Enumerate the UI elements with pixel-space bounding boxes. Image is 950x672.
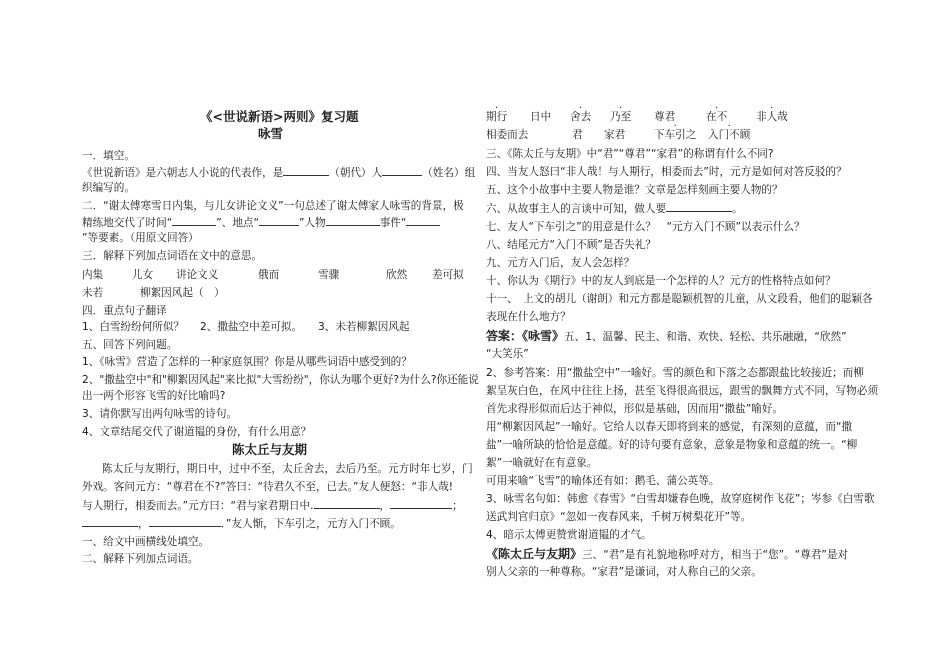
answer-chentaiqiu-1: 《陈太丘与友期》三、“君”是有礼貌地称呼对方，相当于“您”。“尊君”是对 <box>486 547 849 561</box>
word-zunjun: 尊君 <box>654 111 676 123</box>
answer-chentaiqiu-2: 别人父亲的一种尊称。“家君”是谦词，对人称自己的父亲。 <box>486 566 762 578</box>
question-2-line-2: 精练地交代了时间“ ”、地点“ ”人物 事件“ <box>82 215 440 230</box>
word-chakeni: 差可拟 <box>432 269 464 281</box>
blank <box>666 201 732 212</box>
answer-yongxue-1b: “大笑乐” <box>486 348 529 360</box>
blank <box>149 516 221 527</box>
word-ernv: 儿女 <box>132 269 154 281</box>
question-5-4: 4、文章结尾交代了谢道韫的身份，有什么用意？ <box>82 426 312 438</box>
answer-2-line-1: 2、参考答案：用“撒盐空中”一喻好。雪的颜色和下落之态都跟盐比较接近；而柳 <box>486 367 864 379</box>
word-zaibu: 在不 <box>706 111 728 123</box>
blank <box>326 215 380 226</box>
answer-2-line-2: 絮呈灰白色，在风中往往上扬，甚至飞得很高很远，跟雪的飘舞方式不同，写物必须 <box>486 385 878 397</box>
answer-4: 4、暗示太傅更赞赏谢道韫的才气。 <box>486 529 652 541</box>
question-5-1: 1、《咏雪》营造了怎样的一种家庭氛围？你是从哪些词语中感受到的？ <box>82 356 412 368</box>
word-naizhi: 乃至 <box>610 111 632 123</box>
word-liuxu: 柳絮因风起（ ） <box>140 287 225 299</box>
answer-yongxue-1: 答案：《咏雪》五、1、温馨、民主、和谐、欢快、轻松、共乐融融，“欣然” <box>486 329 847 343</box>
word-xuezhou: 雪骤 <box>318 269 340 281</box>
answer-2-line-5: 盐”一喻所缺的恰恰是意蕴。好的诗句要有意象，意象是物象和意蕴的统一。“柳 <box>486 439 858 451</box>
word-rizhong: 日中 <box>530 111 552 123</box>
blank <box>390 498 452 509</box>
right-question-7: 七、友人“下车引之”的用意是什么？ “元方入门不顾”以表示什么？ <box>486 221 805 233</box>
word-xiangweierqu: 相委而去 <box>486 129 529 141</box>
blank <box>82 516 138 527</box>
question-3-heading: 三．解释下列加点词语在文中的意思。 <box>82 250 263 262</box>
question-5-2b: 出一两个形容飞雪的好比喻吗? <box>82 390 226 402</box>
word-jianglunwenyi: 讲论文义 <box>176 269 219 281</box>
answer-label: 答案：《咏雪》 <box>486 329 565 343</box>
document-title: 《<世说新语>两则》复习题 <box>200 109 359 124</box>
section-title-chentaiqiu: 陈太丘与友期 <box>232 442 308 457</box>
word-weiruo: 未若 <box>82 287 104 299</box>
answer-2-line-6: 絮”一喻就好在有意象。 <box>486 457 598 469</box>
question-1-heading: 一．填空。 <box>82 150 135 162</box>
word-jun: 君 <box>572 129 583 141</box>
right-question-11b: 表现在什么地方？ <box>486 311 571 323</box>
blank <box>314 498 380 509</box>
answer-3-line-2: 送武判官归京》“忽如一夜春风来，千树万树梨花开”等。 <box>486 511 752 523</box>
question-5-2: 2、"撒盐空中"和"柳絮因风起"来比拟"大雪纷纷"，你认为哪个更好?为什么?你还能说 <box>82 374 479 386</box>
answer-3-line-1: 3、咏雪名句如：韩愈《春雪》“白雪却嫌春色晚，故穿庭树作飞花”；岑参《白雪歌 <box>486 493 875 505</box>
exercise-1: 一、给文中画横线处填空。 <box>82 536 210 548</box>
word-jiajun: 家君 <box>604 129 626 141</box>
passage-line-1: 陈太丘与友期行，期日中，过中不至，太丘舍去，去后乃至。元方时年七岁，门 <box>102 463 473 475</box>
question-5-heading: 五、回答下列问题。 <box>82 339 178 351</box>
right-question-6: 六、从故事主人的言谈中可知，做人要 。 <box>486 203 743 215</box>
exercise-2: 二、解释下列加点词语。 <box>82 553 199 565</box>
answer-2-line-3: 首先求得形似而后达于神似，形似是基础，因而用“撒盐”喻好。 <box>486 403 784 415</box>
answer-label-2: 《陈太丘与友期》 <box>486 547 583 561</box>
right-question-3: 三、《陈太丘与友期》中“君”“尊君”“家君”的称谓有什么不同? <box>486 148 774 160</box>
word-eer: 俄而 <box>258 269 280 281</box>
question-1-line: 《世说新语》是六朝志人小说的代表作，是 （朝代）人 （姓名）组 <box>82 167 476 179</box>
question-2-line: 二．“谢太傅寒雪日内集，与儿女讲论文义”一句总述了谢太傅家人咏雪的背景，极 <box>82 200 464 212</box>
right-question-8: 八、结尾元方“入门不顾”是否失礼？ <box>486 239 656 251</box>
right-question-9: 九、元方入门后，友人会怎样？ <box>486 257 635 269</box>
word-feirenzai: 非人哉 <box>756 111 788 123</box>
right-question-10: 十、你认为《期行》中的友人到底是一个怎样的人？元方的性格特点如何？ <box>486 275 836 287</box>
translate-3: 3、未若柳絮因风起 <box>318 321 410 333</box>
translate-2: 2、撒盐空中差可拟。 <box>200 321 303 333</box>
translate-1: 1、白雪纷纷何所似？ <box>82 321 185 333</box>
section-title-yongxue: 咏雪 <box>258 126 284 141</box>
question-1-line-2: 织编写的。 <box>82 182 135 194</box>
blank <box>382 165 422 176</box>
passage-line-2: 外戏。客问元方：“尊君在不?”答曰：“待君久不至，已去。”友人便怒：“非人哉! <box>82 481 454 493</box>
answer-2-line-7: 可用来喻“飞雪”的喻体还有如：鹅毛、蒲公英等。 <box>486 475 720 487</box>
word-rumenbugu: 入门不顾 <box>708 129 751 141</box>
blank <box>283 165 329 176</box>
blank <box>406 215 440 226</box>
question-4-heading: 四．重点句子翻译 <box>82 305 167 317</box>
question-5-3: 3、请你默写出两句咏雪的诗句。 <box>82 408 238 420</box>
answer-2-line-4: 用“柳絮因风起”一喻好。它给人以春天即将到来的感觉，有深刻的意蕴，而“撒 <box>486 421 853 433</box>
word-neiji: 内集 <box>82 269 104 281</box>
blank <box>259 215 299 226</box>
blank <box>172 215 216 226</box>
passage-line-4: ， ．”友人惭，下车引之，元方入门不顾。 <box>82 516 401 531</box>
right-question-5: 五、这个小故事中主要人物是谁？文章是怎样刻画主要人物的？ <box>486 184 783 196</box>
word-sheqv: 舍去 <box>570 111 592 123</box>
passage-line-3: 与人期行，相委而去。”元方曰：“君与家君期日中. ， ； <box>82 500 463 512</box>
word-qixing: 期行 <box>486 111 508 123</box>
word-xinran: 欣然 <box>386 269 408 281</box>
word-xiachezhi: 下车引之 <box>654 129 697 141</box>
question-2-line-3: ”等要素。（用原文回答） <box>82 232 199 244</box>
right-question-4: 四、当友人怒曰“非人哉！与人期行，相委而去”时，元方是如何对答反驳的？ <box>486 166 847 178</box>
right-question-11: 十一、 上文的胡儿（谢朗）和元方都是聪颖机智的儿童，从文段看，他们的聪颖各 <box>486 293 873 305</box>
